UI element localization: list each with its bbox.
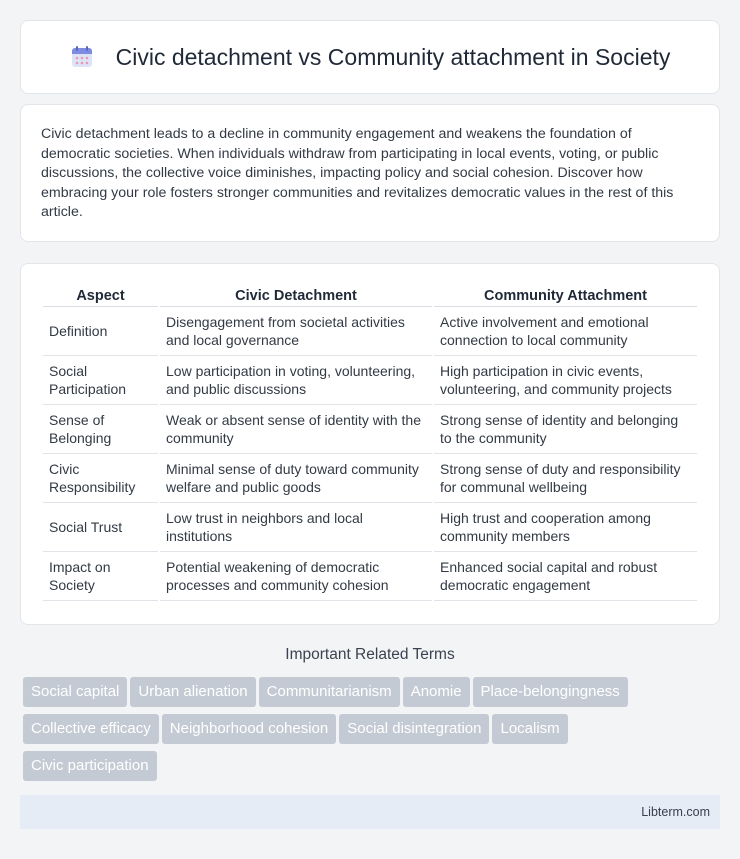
intro-paragraph: Civic detachment leads to a decline in community engagement and weakens the foundation of democratic societies. When individuals withdraw from participating in local events, voting, or public discussions, the collective voice diminishes, impacting policy and social cohesion. Discover how embracing your role fosters stronger communities and revitalizes democratic values in the rest of this article. [41,126,674,221]
row-community-attachment: High trust and cooperation among community members [434,503,697,552]
footer [20,795,720,829]
row-civic-detachment: Potential weakening of democratic processes and community cohesion [160,552,432,601]
row-aspect: Impact on Society [43,552,158,601]
row-community-attachment: Active involvement and emotional connection to local community [434,307,697,356]
comparison-table [41,284,699,601]
related-terms-title: Important Related Terms [285,646,455,663]
related-term-tag[interactable]: Civic participation [23,751,157,781]
row-aspect: Sense of Belonging [43,405,158,454]
title-card [20,20,720,94]
row-aspect: Social Trust [43,503,158,552]
calendar-icon [70,45,94,69]
row-civic-detachment: Disengagement from societal activities and local governance [160,307,432,356]
header-aspect: Aspect [43,284,158,307]
related-term-tag[interactable]: Social capital [23,677,127,707]
row-aspect: Civic Responsibility [43,454,158,503]
row-community-attachment: Enhanced social capital and robust democratic engagement [434,552,697,601]
table-header-row [43,284,697,307]
footer-brand[interactable]: Libterm.com [641,805,710,819]
related-term-tag[interactable]: Localism [492,714,567,744]
row-civic-detachment: Low participation in voting, volunteering, and public discussions [160,356,432,405]
row-community-attachment: Strong sense of identity and belonging to the community [434,405,697,454]
row-aspect: Social Participation [43,356,158,405]
related-term-tag[interactable]: Place-belongingness [473,677,628,707]
row-civic-detachment: Low trust in neighbors and local institutions [160,503,432,552]
related-term-tag[interactable]: Neighborhood cohesion [162,714,336,744]
row-civic-detachment: Minimal sense of duty toward community welfare and public goods [160,454,432,503]
table-row [43,552,697,601]
row-community-attachment: Strong sense of duty and responsibility for communal wellbeing [434,454,697,503]
related-term-tag[interactable]: Communitarianism [259,677,400,707]
row-civic-detachment: Weak or absent sense of identity with the community [160,405,432,454]
related-terms-list [23,677,723,788]
related-term-tag[interactable]: Urban alienation [130,677,255,707]
table-row [43,503,697,552]
comparison-card [20,263,720,625]
row-community-attachment: High participation in civic events, volunteering, and community projects [434,356,697,405]
header-civic-detachment: Civic Detachment [160,284,432,307]
page-title: Civic detachment vs Community attachment in Society [115,43,671,70]
related-term-tag[interactable]: Social disintegration [339,714,489,744]
row-aspect: Definition [43,307,158,356]
table-row [43,405,697,454]
table-row [43,356,697,405]
related-term-tag[interactable]: Collective efficacy [23,714,159,744]
intro-card [20,104,720,242]
table-row [43,307,697,356]
header-community-attachment: Community Attachment [434,284,697,307]
table-row [43,454,697,503]
related-term-tag[interactable]: Anomie [403,677,470,707]
